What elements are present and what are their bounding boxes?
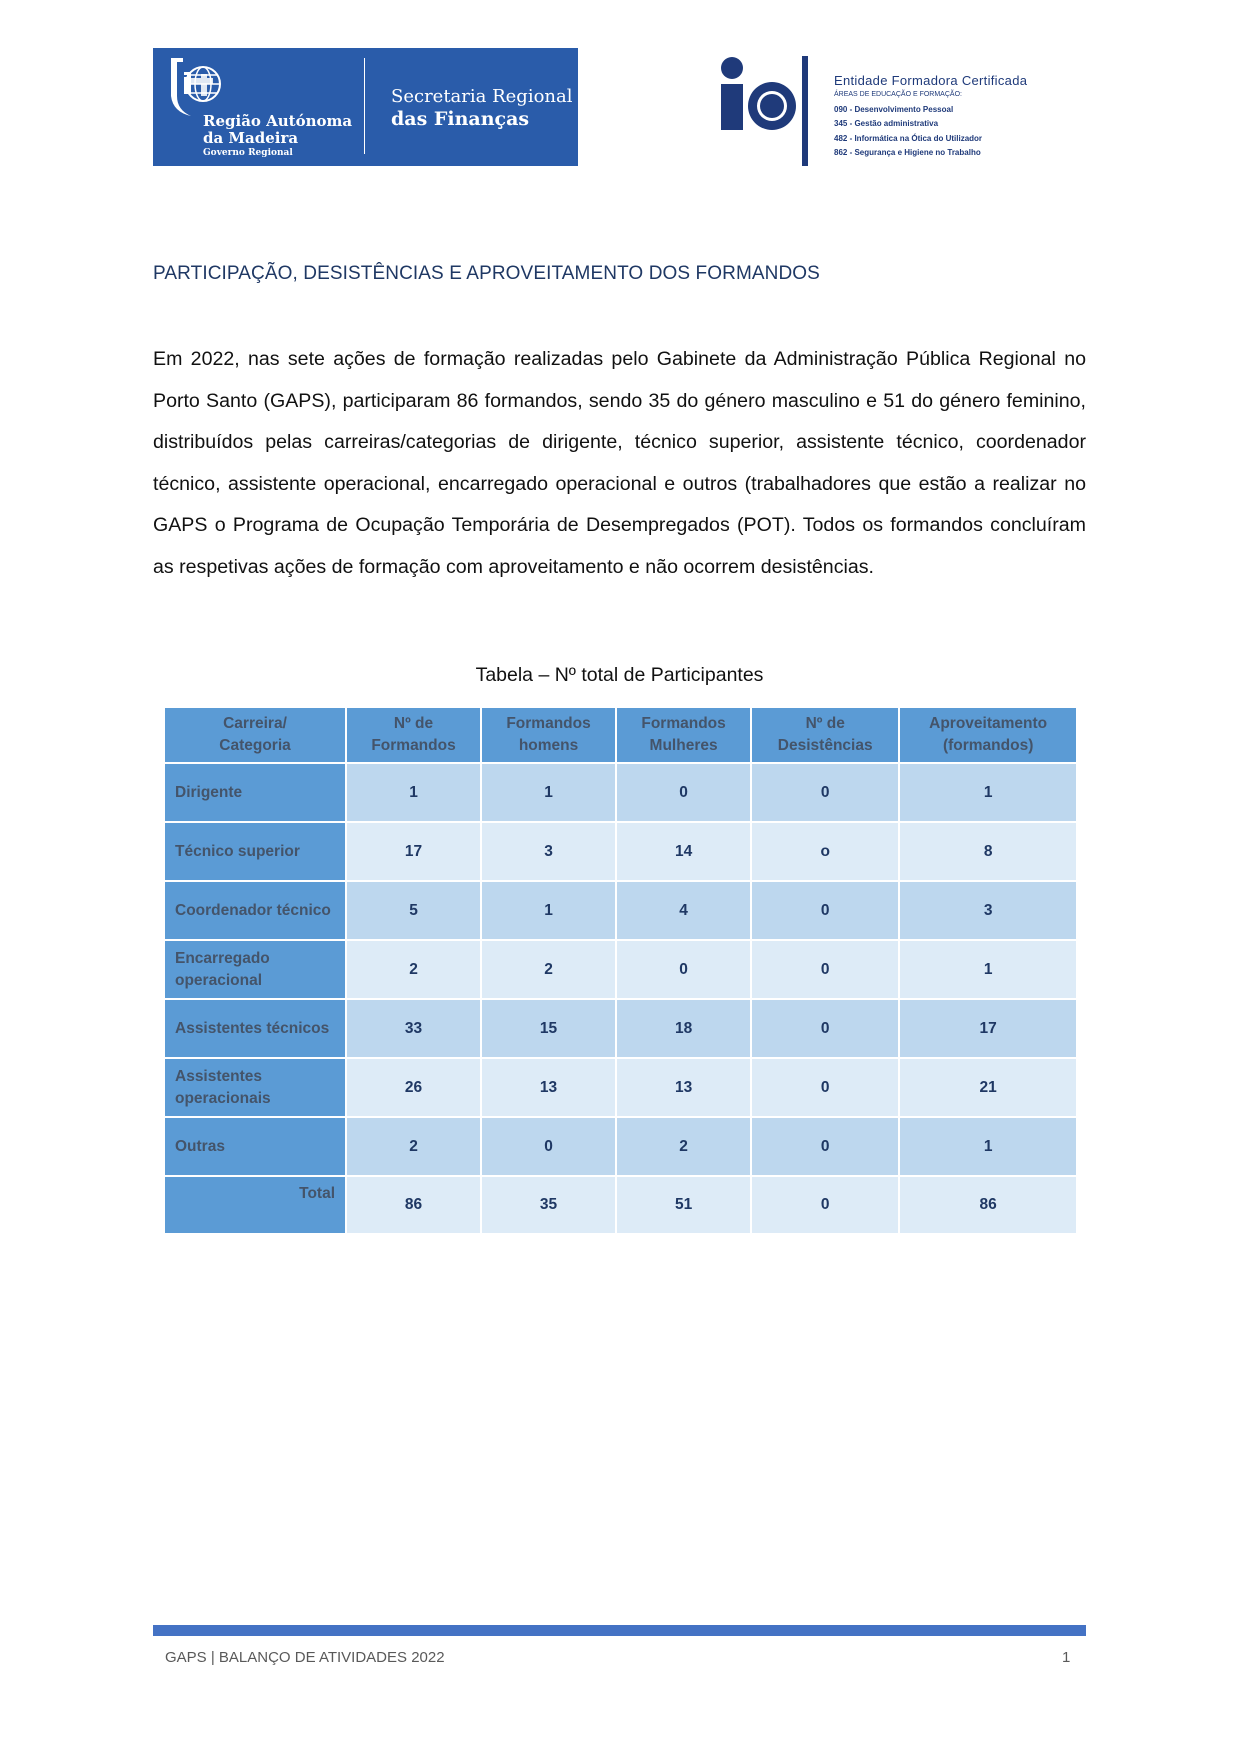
cell-total: 86 <box>899 1176 1077 1234</box>
column-header-carreira: Carreira/ Categoria <box>164 707 346 763</box>
column-header-homens: Formandos homens <box>481 707 616 763</box>
cell-value: o <box>751 822 899 881</box>
footer-divider-bar <box>153 1625 1086 1636</box>
column-header-mulheres: Formandos Mulheres <box>616 707 751 763</box>
cell-value: 0 <box>751 1058 899 1117</box>
iq-area-item: 090 - Desenvolvimento Pessoal <box>834 105 954 114</box>
cell-value: 2 <box>346 940 481 999</box>
table-row <box>164 1058 1077 1117</box>
cell-value: 3 <box>899 881 1077 940</box>
madeira-government-logo <box>153 48 578 166</box>
cell-value: 0 <box>616 763 751 822</box>
table-row <box>164 940 1077 999</box>
cell-value: 17 <box>346 822 481 881</box>
cell-value: 0 <box>751 881 899 940</box>
page-number: 1 <box>1062 1649 1071 1666</box>
row-label: Encarregado operacional <box>164 940 346 999</box>
cell-value: 21 <box>899 1058 1077 1117</box>
row-label: Outras <box>164 1117 346 1176</box>
logo-text-madeira: da Madeira <box>203 129 299 147</box>
cell-value: 1 <box>481 881 616 940</box>
cell-value: 0 <box>751 999 899 1058</box>
participants-table <box>163 706 1078 1235</box>
iq-logo-subtitle: ÁREAS DE EDUCAÇÃO E FORMAÇÃO: <box>834 91 962 98</box>
logo-text-secretaria: Secretaria Regional <box>391 86 573 107</box>
cell-value: 2 <box>346 1117 481 1176</box>
cell-value: 17 <box>899 999 1077 1058</box>
iq-logo-icon <box>720 56 815 166</box>
cell-value: 26 <box>346 1058 481 1117</box>
section-heading: PARTICIPAÇÃO, DESISTÊNCIAS E APROVEITAMENTO DOS FORMANDOS <box>153 263 820 284</box>
iq-area-item: 862 - Segurança e Higiene no Trabalho <box>834 148 981 157</box>
cell-value: 15 <box>481 999 616 1058</box>
cell-value: 1 <box>346 763 481 822</box>
cell-value: 33 <box>346 999 481 1058</box>
cell-value: 0 <box>616 940 751 999</box>
cell-total: 86 <box>346 1176 481 1234</box>
madeira-emblem-icon <box>169 56 227 118</box>
cell-value: 2 <box>616 1117 751 1176</box>
iq-certified-entity-logo <box>720 52 1060 170</box>
row-label: Assistentes técnicos <box>164 999 346 1058</box>
cell-total: 51 <box>616 1176 751 1234</box>
logo-divider <box>364 58 365 154</box>
row-label: Coordenador técnico <box>164 881 346 940</box>
table-caption: Tabela – Nº total de Participantes <box>475 664 764 686</box>
logo-text-financas: das Finanças <box>391 108 530 130</box>
cell-value: 1 <box>481 763 616 822</box>
cell-total: 35 <box>481 1176 616 1234</box>
iq-logo-title: Entidade Formadora Certificada <box>834 73 1028 88</box>
body-paragraph: Em 2022, nas sete ações de formação realizadas pelo Gabinete da Administração Pública Regional no Porto Santo (GAPS), participaram 86 formandos, sendo 35 do género masculino e 51 do género feminino, distribuídos pelas carreiras/categorias de dirigente, técnico superior, assistente técnico, coordenador técnico, assistente operacional, encarregado operacional e outros (trabalhadores que estão a realizar no GAPS o Programa de Ocupação Temporária de Desempregados (POT). Todos os formandos concluíram as respetivas ações de formação com aproveitamento e não ocorrem desistências. <box>153 348 1086 578</box>
cell-value: 1 <box>899 940 1077 999</box>
cell-value: 0 <box>751 1117 899 1176</box>
table-row <box>164 1117 1077 1176</box>
cell-value: 13 <box>616 1058 751 1117</box>
table-row <box>164 999 1077 1058</box>
table-header-row <box>164 707 1077 763</box>
footer-title: GAPS | BALANÇO DE ATIVIDADES 2022 <box>165 1649 445 1666</box>
table-total-row <box>164 1176 1077 1234</box>
cell-value: 1 <box>899 763 1077 822</box>
cell-value: 13 <box>481 1058 616 1117</box>
cell-value: 3 <box>481 822 616 881</box>
iq-area-item: 482 - Informática na Ótica do Utilizador <box>834 134 983 143</box>
cell-value: 2 <box>481 940 616 999</box>
row-label: Técnico superior <box>164 822 346 881</box>
cell-value: 0 <box>751 940 899 999</box>
table-row <box>164 822 1077 881</box>
table-row <box>164 763 1077 822</box>
row-label-total: Total <box>164 1176 346 1234</box>
cell-value: 0 <box>481 1117 616 1176</box>
cell-value: 18 <box>616 999 751 1058</box>
column-header-aproveitamento: Aproveitamento (formandos) <box>899 707 1077 763</box>
cell-value: 5 <box>346 881 481 940</box>
logo-text-governo: Governo Regional <box>203 148 293 158</box>
iq-area-item: 345 - Gestão administrativa <box>834 119 939 128</box>
row-label: Dirigente <box>164 763 346 822</box>
cell-value: 0 <box>751 763 899 822</box>
cell-value: 1 <box>899 1117 1077 1176</box>
row-label: Assistentes operacionais <box>164 1058 346 1117</box>
column-header-desistencias: Nº de Desistências <box>751 707 899 763</box>
cell-value: 14 <box>616 822 751 881</box>
cell-total: 0 <box>751 1176 899 1234</box>
column-header-num-formandos: Nº de Formandos <box>346 707 481 763</box>
table-row <box>164 881 1077 940</box>
cell-value: 4 <box>616 881 751 940</box>
logo-text-regiao: Região Autónoma <box>203 112 353 130</box>
cell-value: 8 <box>899 822 1077 881</box>
